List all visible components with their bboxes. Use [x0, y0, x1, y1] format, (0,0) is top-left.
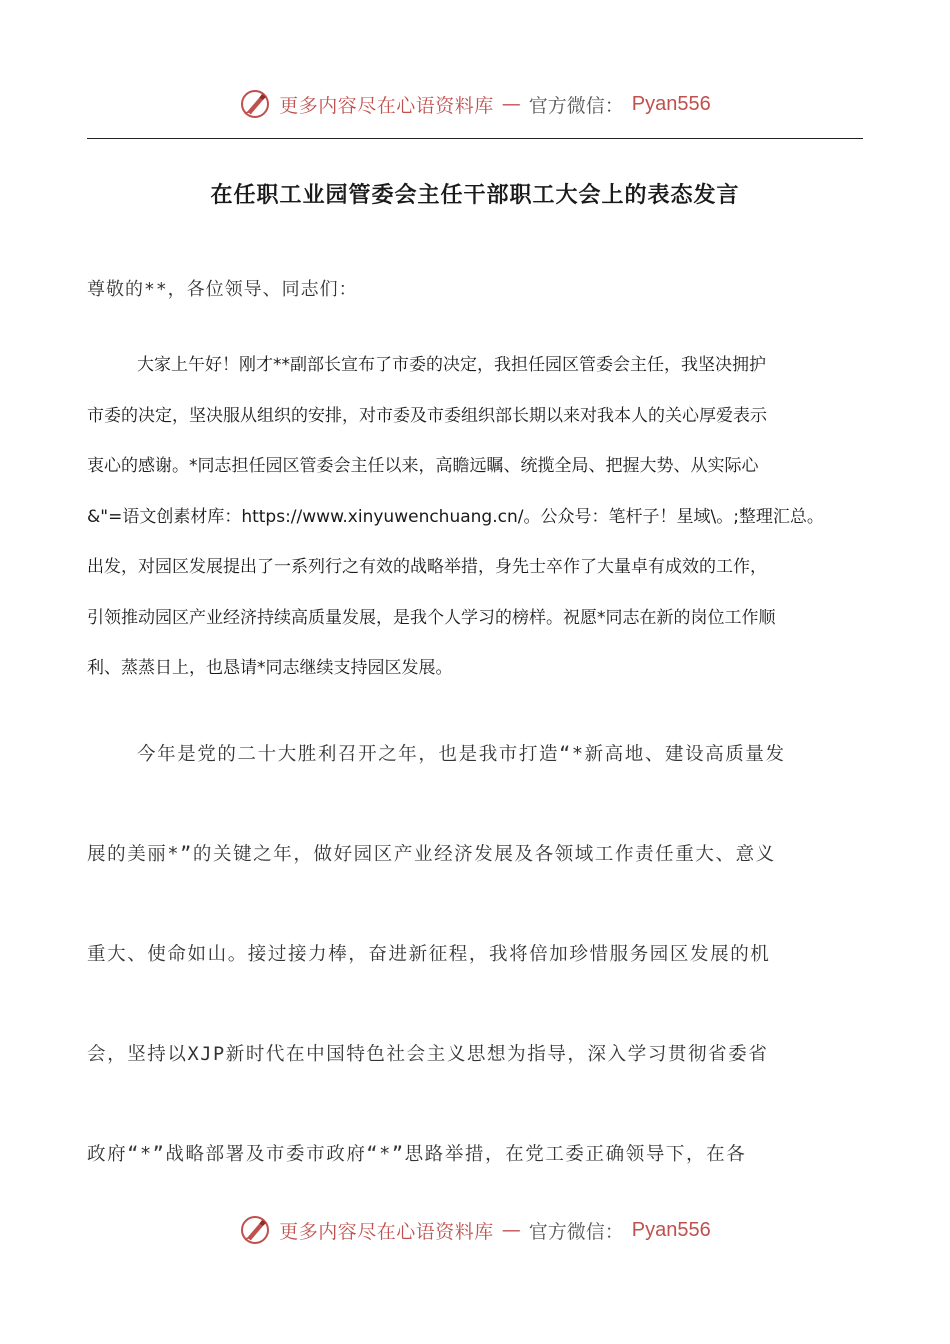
paragraph-2: [87, 705, 863, 1205]
footer-banner: [0, 1210, 950, 1250]
paragraph-line: 衷心的感谢。*同志担任园区管委会主任以来，高瞻远瞩、统揽全局、把握大势、从实际心: [87, 456, 759, 476]
paragraph-line: 会，坚持以XJP新时代在中国特色社会主义思想为指导，深入学习贯彻省委省: [87, 1044, 769, 1065]
header-divider: [87, 138, 863, 139]
paragraph-line: 出发，对园区发展提出了一系列行之有效的战略举措，身先士卒作了大量卓有成效的工作，: [87, 557, 767, 577]
paragraph-line: 市委的决定，坚决服从组织的安排，对市委及市委组织部长期以来对我本人的关心厚爱表示: [87, 405, 767, 426]
paragraph-line: 大家上午好！刚才**副部长宣布了市委的决定，我担任园区管委会主任，我坚决拥护: [137, 355, 766, 375]
paragraph-line: &"=语文创素材库：https://www.xinyuwenchuang.cn/。公众号：笔杆子！星域\。;整理汇总。: [87, 506, 824, 527]
paragraph-line: 重大、使命如山。接过接力棒，奋进新征程，我将倍加珍惜服务园区发展的机: [87, 944, 771, 965]
document-title: 在任职工业园管委会主任干部职工大会上的表态发言: [210, 183, 740, 208]
banner-wechat-id: Pyan556: [631, 92, 711, 115]
paragraph-line: 展的美丽*”的关键之年，做好园区产业经济发展及各领域工作责任重大、意义: [87, 844, 776, 865]
banner-text: 更多内容尽在心语资料库: [279, 94, 494, 117]
paragraph-line: 引领推动园区产业经济持续高质量发展，是我个人学习的榜样。祝愿*同志在新的岗位工作顺: [87, 607, 776, 628]
pen-nib-logo-icon: [239, 88, 271, 120]
header-banner: [0, 84, 950, 124]
banner-text: 更多内容尽在心语资料库: [279, 1220, 494, 1243]
banner-wechat-label: 官方微信：: [528, 94, 624, 117]
paragraph-1: [87, 340, 863, 694]
salutation: 尊敬的**，各位领导、同志们：: [87, 279, 358, 300]
banner-dash: —: [501, 93, 521, 115]
paragraph-line: 利、蒸蒸日上，也恳请*同志继续支持园区发展。: [87, 658, 453, 678]
pen-nib-logo-icon: [239, 1214, 271, 1246]
banner-dash: —: [501, 1219, 521, 1241]
banner-wechat-id: Pyan556: [631, 1218, 711, 1241]
paragraph-line: 今年是党的二十大胜利召开之年，也是我市打造“*新高地、建设高质量发: [137, 744, 786, 765]
banner-wechat-label: 官方微信：: [528, 1220, 624, 1243]
paragraph-line: 政府“*”战略部署及市委市政府“*”思路举措，在党工委正确领导下，在各: [87, 1144, 747, 1165]
